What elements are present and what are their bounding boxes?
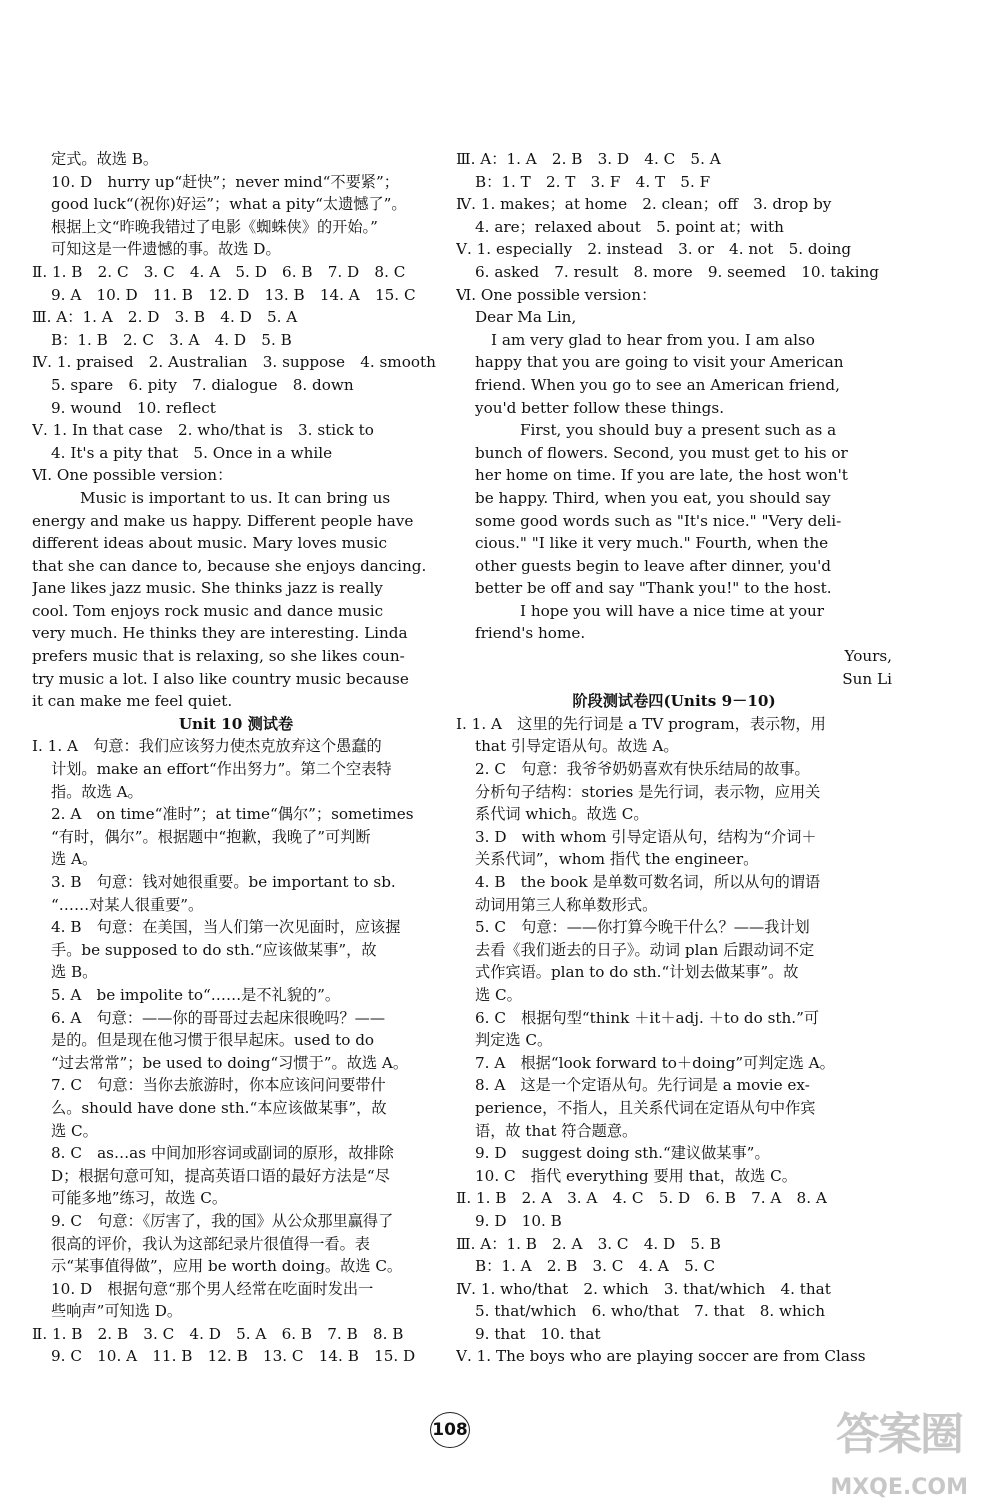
text-line: 7. A 根据“look forward to＋doing”可判定选 A。: [475, 1053, 835, 1072]
text-line: 很高的评价，我认为这部纪录片很值得一看。表: [51, 1234, 370, 1253]
essay-line: try music a lot. I also like country music because: [32, 669, 409, 688]
section-marker-line: Ⅱ. 1. B 2. C 3. C 4. A 5. D 6. B 7. D 8. C: [32, 262, 406, 281]
watermark-main: 答案圈: [836, 1409, 962, 1460]
essay-line: Music is important to us. It can bring us: [80, 488, 391, 507]
essay-line: cious." "I like it very much." Fourth, when the: [475, 534, 829, 553]
text-line: 手。be supposed to do sth.“应该做某事”，故: [51, 940, 377, 959]
text-line: 式作宾语。plan to do sth.“计划去做某事”。故: [475, 963, 799, 982]
section-marker-line: Ⅴ. 1. In that case 2. who/that is 3. stick to: [32, 421, 374, 440]
text-line: 选 A。: [51, 850, 98, 869]
essay-line: you'd better follow these things.: [475, 398, 725, 417]
essay-line: friend. When you go to see an American friend,: [475, 375, 840, 394]
letter-closing: Yours,: [844, 647, 892, 666]
text-line: 6. A 句意：——你的哥哥过去起床很晚吗？——: [51, 1008, 386, 1027]
text-line: 2. A on time“准时”；at time“偶尔”；sometimes: [51, 805, 414, 824]
section-marker-line: Ⅵ. One possible version：: [456, 285, 657, 304]
text-line: 是的。但是现在他习惯于很早起床。used to do: [51, 1031, 375, 1050]
text-line: 去看《我们逝去的日子》。动词 plan 后跟动词不定: [475, 940, 815, 959]
essay-line: Jane likes jazz music. She thinks jazz is really: [32, 579, 383, 598]
letter-salutation: Dear Ma Lin,: [475, 308, 577, 327]
text-line: 9. that 10. that: [475, 1324, 601, 1343]
essay-line: First, you should buy a present such as a: [520, 421, 837, 440]
text-line: 2. C 句意：我爷爷奶奶喜欢有快乐结局的故事。: [475, 760, 810, 779]
section-marker-line: Ⅲ. A：1. A 2. D 3. B 4. D 5. A: [32, 308, 298, 327]
section-marker-line: Ⅲ. A：1. B 2. A 3. C 4. D 5. B: [456, 1234, 721, 1253]
text-line: 分析句子结构：stories 是先行词，表示物，应用关: [475, 782, 821, 801]
essay-line: prefers music that is relaxing, so she likes coun-: [32, 647, 405, 666]
text-line: B：1. A 2. B 3. C 4. A 5. C: [475, 1257, 716, 1276]
text-line: 10. D 根据句意“那个男人经常在吃面时发出一: [51, 1279, 374, 1298]
essay-line: very much. He thinks they are interesting. Linda: [32, 624, 408, 643]
text-line: 9. C 10. A 11. B 12. B 13. C 14. B 15. D: [51, 1347, 416, 1366]
essay-line: bunch of flowers. Second, you must get to his or: [475, 443, 848, 462]
text-line: 4. B 句意：在美国，当人们第一次见面时，应该握: [51, 918, 401, 937]
essay-line: better be off and say "Thank you!" to the host.: [475, 579, 832, 598]
text-line: “过去常常”；be used to doing“习惯于”。故选 A。: [51, 1053, 409, 1072]
text-line: 动词用第三人称单数形式。: [475, 895, 658, 914]
text-line: 10. D hurry up“赶快”；never mind“不要紧”；: [51, 172, 399, 191]
right-column: [456, 148, 892, 1368]
text-line: 4. It's a pity that 5. Once in a while: [51, 443, 333, 462]
text-line: 3. B 句意：钱对她很重要。be important to sb.: [51, 873, 396, 891]
text-line: 选 B。: [51, 963, 98, 982]
essay-line: I am very glad to hear from you. I am also: [491, 330, 815, 349]
text-line: 么。should have done sth.“本应该做某事”，故: [51, 1098, 387, 1117]
text-line: that 引导定语从句。故选 A。: [475, 737, 679, 756]
text-line: 些响声”可知选 D。: [51, 1302, 183, 1321]
text-line: 8. A 这是一个定语从句。先行词是 a movie ex-: [475, 1076, 810, 1095]
text-line: “有时，偶尔”。根据题中“抱歉，我晚了”可判断: [51, 827, 371, 846]
text-line: 9. wound 10. reflect: [51, 398, 216, 417]
text-line: 9. D suggest doing sth.“建议做某事”。: [475, 1144, 770, 1163]
text-line: B：1. B 2. C 3. A 4. D 5. B: [51, 330, 292, 349]
text-line: 5. C 句意：——你打算今晚干什么？——我计划: [475, 918, 810, 937]
section-marker-line: Ⅱ. 1. B 2. B 3. C 4. D 5. A 6. B 7. B 8. B: [32, 1324, 404, 1343]
section-marker-line: Ⅰ. 1. A 句意：我们应该努力使杰克放弃这个愚蠢的: [32, 737, 382, 756]
text-line: “……对某人很重要”。: [51, 895, 204, 914]
essay-line: some good words such as "It's nice." "Very deli-: [475, 511, 842, 530]
page-number: [420, 1410, 480, 1450]
text-line: 4. B the book 是单数可数名词，所以从句的谓语: [475, 873, 821, 891]
text-line: 示“某事值得做”，应用 be worth doing。故选 C。: [51, 1257, 403, 1276]
essay-line: cool. Tom enjoys rock music and dance music: [32, 601, 384, 620]
letter-signature: Sun Li: [842, 669, 892, 688]
text-line: 7. C 句意：当你去旅游时，你本应该问问要带什: [51, 1076, 386, 1095]
text-line: 9. A 10. D 11. B 12. D 13. B 14. A 15. C: [51, 285, 416, 304]
section-heading: Unit 10 测试卷: [178, 714, 294, 733]
text-line: 8. C as…as 中间加形容词或副词的原形，故排除: [51, 1144, 394, 1163]
watermark-logo: [804, 1409, 972, 1501]
page-number-label: 108: [432, 1419, 468, 1440]
essay-line: I hope you will have a nice time at your: [520, 601, 825, 620]
essay-line: happy that you are going to visit your American: [475, 353, 844, 372]
essay-line: it can make me feel quiet.: [32, 692, 233, 711]
section-marker-line: Ⅳ. 1. praised 2. Australian 3. suppose 4. smooth: [32, 353, 436, 372]
text-line: B：1. T 2. T 3. F 4. T 5. F: [475, 172, 711, 191]
section-marker-line: Ⅳ. 1. who/that 2. which 3. that/which 4. that: [456, 1279, 831, 1298]
section-marker-line: Ⅴ. 1. especially 2. instead 3. or 4. not 5. doing: [456, 240, 852, 259]
essay-line: be happy. Third, when you eat, you should say: [475, 488, 831, 507]
section-marker-line: Ⅵ. One possible version：: [32, 466, 233, 485]
text-line: 可知这是一件遗憾的事。故选 D。: [51, 240, 281, 259]
text-line: 3. D with whom 引导定语从句，结构为“介词＋: [475, 827, 817, 846]
text-line: 判定选 C。: [475, 1031, 553, 1050]
section-marker-line: Ⅰ. 1. A 这里的先行词是 a TV program，表示物，用: [456, 714, 826, 733]
text-line: 5. spare 6. pity 7. dialogue 8. down: [51, 375, 354, 394]
text-line: 可能多地”练习，故选 C。: [51, 1189, 228, 1208]
essay-line: different ideas about music. Mary loves music: [32, 534, 387, 553]
text-line: 根据上文“昨晚我错过了电影《蜘蛛侠》的开始。”: [51, 217, 378, 236]
text-line: 10. C 指代 everything 要用 that，故选 C。: [475, 1166, 797, 1185]
text-line: 5. A be impolite to“……是不礼貌的”。: [51, 985, 341, 1004]
text-line: 语，故 that 符合题意。: [475, 1121, 638, 1140]
section-marker-line: Ⅳ. 1. makes；at home 2. clean；off 3. drop by: [456, 195, 832, 214]
text-line: 关系代词”，whom 指代 the engineer。: [475, 850, 759, 869]
essay-line: energy and make us happy. Different people have: [32, 511, 414, 530]
text-line: 6. C 根据句型“think ＋it＋adj. ＋to do sth.”可: [475, 1008, 820, 1027]
text-line: 4. are；relaxed about 5. point at；with: [475, 217, 784, 236]
section-marker-line: Ⅲ. A：1. A 2. B 3. D 4. C 5. A: [456, 150, 721, 168]
text-line: 9. C 句意：《厉害了，我的国》从公众那里赢得了: [51, 1211, 394, 1230]
text-line: perience，不指人，且关系代词在定语从句中作宾: [475, 1098, 816, 1117]
essay-line: friend's home.: [475, 624, 586, 643]
text-line: D；根据句意可知，提高英语口语的最好方法是“尽: [51, 1166, 390, 1185]
text-line: 定式。故选 B。: [51, 150, 159, 168]
text-line: good luck“(祝你)好运”；what a pity“太遗憾了”。: [51, 195, 407, 214]
essay-line: her home on time. If you are late, the host won't: [475, 466, 848, 485]
essay-line: other guests begin to leave after dinner, you'd: [475, 556, 832, 575]
left-column: [32, 148, 440, 1368]
text-line: 系代词 which。故选 C。: [475, 805, 649, 824]
section-heading: 阶段测试卷四(Units 9－10): [572, 692, 776, 711]
section-marker-line: Ⅴ. 1. The boys who are playing soccer are from Class: [456, 1347, 866, 1366]
watermark-sub: MXQE.COM: [830, 1475, 968, 1501]
text-line: 5. that/which 6. who/that 7. that 8. which: [475, 1302, 825, 1321]
text-line: 选 C。: [475, 985, 522, 1004]
text-line: 计划。make an effort“作出努力”。第二个空表特: [51, 760, 392, 779]
essay-line: that she can dance to, because she enjoys dancing.: [32, 556, 427, 575]
text-line: 指。故选 A。: [51, 782, 143, 801]
text-line: 6. asked 7. result 8. more 9. seemed 10. taking: [475, 262, 879, 281]
text-line: 选 C。: [51, 1121, 98, 1140]
section-marker-line: Ⅱ. 1. B 2. A 3. A 4. C 5. D 6. B 7. A 8. A: [456, 1189, 827, 1208]
text-line: 9. D 10. B: [475, 1211, 562, 1230]
